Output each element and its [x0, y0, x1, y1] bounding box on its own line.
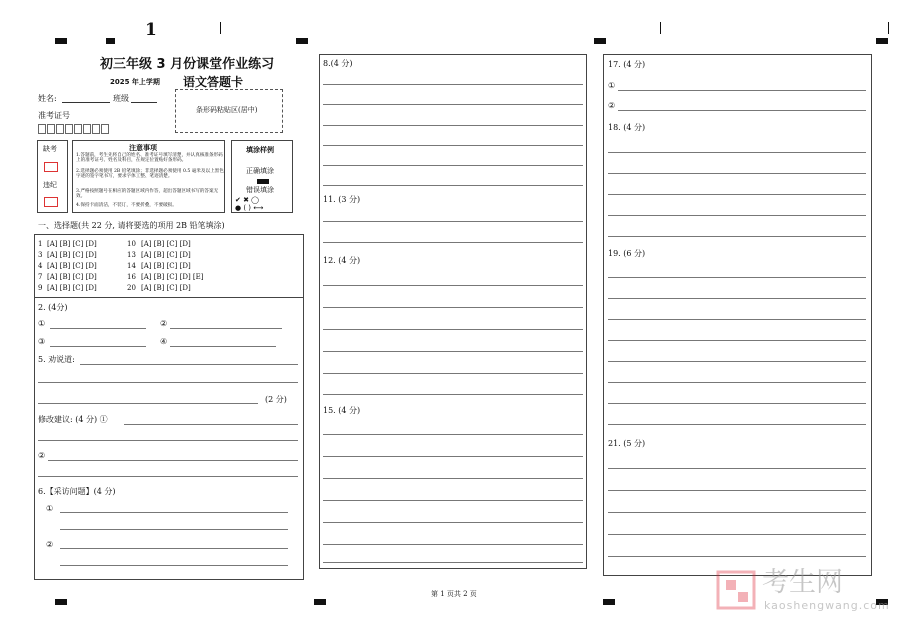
fill-example-title: 填涂样例 [246, 145, 274, 154]
watermark-logo [716, 570, 756, 610]
answer-line[interactable] [608, 298, 866, 299]
q2-blank-label: ② [160, 319, 168, 328]
q2-blank-2[interactable] [170, 328, 282, 329]
name-field[interactable] [62, 102, 110, 103]
answer-line[interactable] [323, 307, 583, 308]
answer-line[interactable] [60, 529, 288, 530]
answer-line[interactable] [323, 145, 583, 146]
timing-mark [314, 599, 326, 605]
answer-line[interactable] [608, 340, 866, 341]
answer-line[interactable] [38, 403, 258, 404]
answer-line[interactable] [38, 476, 298, 477]
choice-row[interactable]: 20 [A] [B] [C] [D] [127, 284, 191, 292]
q17-blank-label: ② [608, 101, 616, 110]
q6-blank-label: ② [46, 540, 54, 549]
revise-label: 修改建议: (4 分) ① [38, 415, 108, 424]
q11-title: 11. (3 分) [323, 195, 361, 204]
correct-fill-sample [257, 179, 269, 184]
timing-mark [55, 38, 67, 44]
timing-mark [594, 38, 606, 44]
watermark-logo-icon [716, 570, 756, 610]
answer-line[interactable] [60, 565, 288, 566]
page-number-mark: 1 [145, 20, 157, 40]
answer-line[interactable] [323, 104, 583, 105]
q2-blank-3[interactable] [50, 346, 146, 347]
choice-row[interactable]: 9 [A] [B] [C] [D] [38, 284, 97, 292]
timing-mark [55, 599, 67, 605]
q5-title: 5. 劝说道: [38, 355, 75, 364]
choice-row[interactable]: 16 [A] [B] [C] [D] [E] [127, 273, 204, 281]
q12-title: 12. (4 分) [323, 256, 361, 265]
revise-blank-label: ② [38, 451, 46, 460]
timing-mark [106, 38, 115, 44]
answer-line[interactable] [608, 194, 866, 195]
exam-no-label: 准考证号 [38, 111, 70, 120]
answer-line[interactable] [38, 382, 298, 383]
timing-mark [296, 38, 308, 44]
notice-item: 1.答题前，考生先将自己的姓名、准考证号填写清楚，并认真核准条形码上的准考证号、姓名及科目，在规定位置贴好条形码。 [76, 153, 223, 164]
q2-blank-4[interactable] [170, 346, 276, 347]
answer-line[interactable] [323, 456, 583, 457]
choice-row[interactable]: 10 [A] [B] [C] [D] [127, 240, 191, 248]
q6-title: 6.【采访问题】(4 分) [38, 487, 116, 496]
answer-line[interactable] [323, 562, 583, 563]
wrong-fill-label: 错误填涂 [246, 186, 274, 194]
answer-line[interactable] [124, 424, 298, 425]
class-label: 班级 [113, 94, 129, 103]
choice-row[interactable]: 13 [A] [B] [C] [D] [127, 251, 191, 259]
answer-line[interactable] [608, 319, 866, 320]
absent-label: 缺考 [43, 145, 57, 153]
answer-line[interactable] [618, 110, 866, 111]
answer-line[interactable] [323, 242, 583, 243]
name-label: 姓名: [38, 94, 57, 103]
choice-row[interactable]: 14 [A] [B] [C] [D] [127, 262, 191, 270]
answer-line[interactable] [608, 277, 866, 278]
q2-blank-label: ④ [160, 337, 168, 346]
answer-line[interactable] [323, 165, 583, 166]
notice-item: 2.选择题必须使用 2B 铅笔填涂；非选择题必须使用 0.5 毫米及以上黑色字迹的签字笔书写，要求字体工整、笔迹清楚。 [76, 169, 224, 180]
q19-title: 19. (6 分) [608, 249, 646, 258]
barcode-label: 条形码粘贴区(居中) [196, 106, 258, 114]
answer-line[interactable] [608, 468, 866, 469]
answer-line[interactable] [323, 500, 583, 501]
corner-tick [888, 22, 889, 34]
choice-row[interactable]: 4 [A] [B] [C] [D] [38, 262, 97, 270]
answer-line[interactable] [323, 522, 583, 523]
answer-line[interactable] [608, 534, 866, 535]
answer-line[interactable] [608, 152, 866, 153]
answer-line[interactable] [608, 512, 866, 513]
barcode-area [175, 89, 283, 133]
violation-checkbox[interactable] [44, 197, 58, 207]
answer-line[interactable] [60, 548, 288, 549]
q5-score: (2 分) [265, 395, 287, 404]
wrong-fill-samples: ✔ ✖ ◯ [235, 196, 260, 204]
answer-area-right [603, 54, 872, 576]
answer-line[interactable] [323, 185, 583, 186]
section-title: 一、选择题(共 22 分, 请将要选的项用 2B 铅笔填涂) [38, 221, 225, 230]
watermark-brand: 考生网 [762, 567, 843, 598]
q17-blank-label: ① [608, 81, 616, 90]
term-label: 2025 年上学期 [110, 78, 160, 86]
answer-line[interactable] [608, 490, 866, 491]
notice-box [72, 140, 225, 213]
q2-title: 2. (4分) [38, 303, 68, 312]
answer-line[interactable] [48, 460, 298, 461]
answer-line[interactable] [608, 361, 866, 362]
answer-line[interactable] [608, 236, 866, 237]
answer-line[interactable] [323, 373, 583, 374]
fill-example-box [231, 140, 293, 213]
q15-title: 15. (4 分) [323, 406, 361, 415]
timing-mark [603, 599, 615, 605]
wrong-fill-samples: ● ( ) ⟷ [235, 204, 264, 212]
answer-line[interactable] [323, 478, 583, 479]
timing-mark [876, 38, 888, 44]
notice-item: 4.保持卡面清洁，不装订，不要折叠，不要破损。 [76, 203, 177, 208]
q17-title: 17. (4 分) [608, 60, 646, 69]
answer-line[interactable] [323, 84, 583, 85]
answer-line[interactable] [323, 329, 583, 330]
q2-blank-label: ③ [38, 337, 46, 346]
choice-row[interactable]: 1 [A] [B] [C] [D] [38, 240, 97, 248]
answer-line[interactable] [323, 544, 583, 545]
notice-item: 3.严格按照题号在相应的答题区域内作答，超出答题区域书写的答案无效。 [76, 189, 219, 200]
q21-title: 21. (5 分) [608, 439, 646, 448]
answer-line[interactable] [38, 440, 298, 441]
answer-area-middle [319, 54, 587, 569]
answer-line[interactable] [618, 90, 866, 91]
answer-line[interactable] [323, 285, 583, 286]
corner-tick [660, 22, 661, 34]
correct-fill-label: 正确填涂 [246, 167, 274, 175]
choice-row[interactable]: 7 [A] [B] [C] [D] [38, 273, 97, 281]
notice-title: 注意事项 [129, 143, 157, 152]
card-title: 语文答题卡 [183, 75, 244, 89]
q8-title: 8.(4 分) [323, 59, 353, 68]
answer-line[interactable] [60, 512, 288, 513]
q2-blank-1[interactable] [50, 328, 146, 329]
q6-blank-label: ① [46, 504, 54, 513]
violation-label: 违纪 [43, 181, 57, 189]
answer-line[interactable] [608, 403, 866, 404]
page-title: 初三年级 3 月份课堂作业练习 [100, 57, 275, 72]
class-field[interactable] [131, 102, 157, 103]
absence-box [37, 140, 68, 213]
answer-line[interactable] [608, 556, 866, 557]
answer-line[interactable] [608, 424, 866, 425]
answer-line[interactable] [323, 394, 583, 395]
answer-line[interactable] [608, 215, 866, 216]
choice-row[interactable]: 3 [A] [B] [C] [D] [38, 251, 97, 259]
q18-title: 18. (4 分) [608, 123, 646, 132]
answer-line[interactable] [323, 221, 583, 222]
answer-line[interactable] [80, 364, 298, 365]
q2-blank-label: ① [38, 319, 46, 328]
answer-line[interactable] [608, 173, 866, 174]
answer-line[interactable] [608, 382, 866, 383]
watermark-url: kaoshengwang.com [764, 599, 890, 612]
divider [34, 297, 304, 298]
corner-tick [220, 22, 221, 34]
answer-line[interactable] [323, 434, 583, 435]
absent-checkbox[interactable] [44, 162, 58, 172]
page-footer: 第 1 页共 2 页 [431, 590, 477, 598]
answer-line[interactable] [323, 351, 583, 352]
answer-line[interactable] [323, 125, 583, 126]
